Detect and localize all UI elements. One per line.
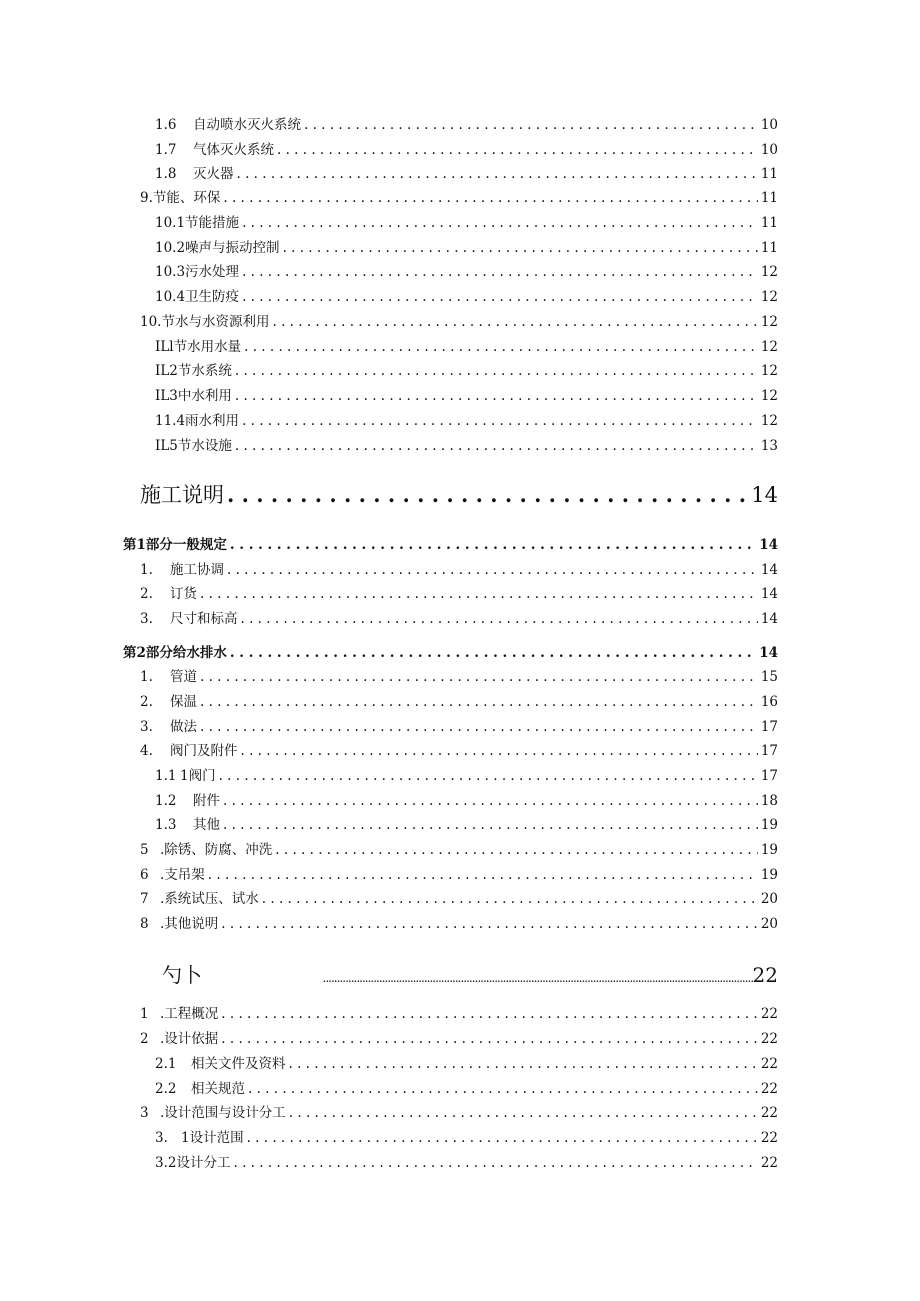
toc-entry-title: IL5节水设施 xyxy=(155,438,232,454)
toc-entry[interactable] xyxy=(155,791,778,811)
toc-entry-title: .设计范围与设计分工 xyxy=(160,1105,286,1121)
toc-entry-title: 施工协调 xyxy=(170,562,224,578)
toc-entry-number: 4. xyxy=(140,743,153,759)
toc-entry-page: 12 xyxy=(760,339,778,355)
toc-entry[interactable] xyxy=(155,361,778,381)
toc-entry-number: 3 xyxy=(140,1105,149,1121)
toc-entry-page: 17 xyxy=(760,768,778,784)
toc-entry-page: 17 xyxy=(760,719,778,735)
toc-entry-number: 3. xyxy=(140,719,153,735)
toc-entry-number: 1.6 xyxy=(155,117,177,133)
toc-leader-dots xyxy=(283,238,758,258)
toc-leader-dots xyxy=(227,560,758,580)
toc-leader-dots xyxy=(200,584,758,604)
toc-leader-dots xyxy=(200,692,758,712)
toc-entry-title: IL3中水利用 xyxy=(155,388,232,404)
toc-entry[interactable] xyxy=(140,1004,778,1024)
toc-entry[interactable] xyxy=(140,889,778,909)
toc-entry-number: 2. xyxy=(140,694,153,710)
toc-entry[interactable] xyxy=(140,667,778,687)
toc-entry-number: 5 xyxy=(140,842,149,858)
toc-entry[interactable] xyxy=(140,188,778,208)
toc-entry[interactable] xyxy=(140,865,778,885)
toc-entry[interactable] xyxy=(155,164,778,184)
toc-entry[interactable] xyxy=(140,1103,778,1123)
toc-leader-dots xyxy=(230,643,756,663)
toc-leader-dots xyxy=(323,964,753,992)
toc-part-page: 14 xyxy=(759,537,778,553)
toc-part-page: 14 xyxy=(759,645,778,661)
toc-entry-page: 10 xyxy=(760,117,778,133)
toc-entry-title: 阀门及附件 xyxy=(170,743,238,759)
toc-leader-dots xyxy=(244,337,758,357)
toc-entry[interactable] xyxy=(140,741,778,761)
toc-entry-title: 10.3污水处理 xyxy=(155,264,240,280)
toc-entry-number: 1.7 xyxy=(155,142,177,158)
toc-leader-dots xyxy=(223,815,758,835)
toc-leader-dots xyxy=(248,1079,758,1099)
toc-heading-page: 22 xyxy=(752,963,778,987)
toc-entry-page: 12 xyxy=(760,289,778,305)
toc-entry-page: 20 xyxy=(760,916,778,932)
toc-entry-title: 订货 xyxy=(170,586,197,602)
toc-entry-number: 1.3 xyxy=(155,817,177,833)
toc-entry[interactable] xyxy=(140,717,778,737)
toc-entry-page: 13 xyxy=(760,438,778,454)
toc-entry-number: 1.8 xyxy=(155,166,177,182)
toc-leader-dots xyxy=(237,164,758,184)
toc-entry-title: 附件 xyxy=(193,793,220,809)
toc-leader-dots xyxy=(277,140,758,160)
toc-entry-page: 22 xyxy=(760,1031,778,1047)
toc-entry[interactable] xyxy=(155,1054,778,1074)
toc-leader-dots xyxy=(272,312,757,332)
toc-leader-dots xyxy=(221,914,758,934)
toc-entry[interactable] xyxy=(155,1153,778,1173)
toc-part-heading[interactable] xyxy=(123,535,778,555)
toc-entry-title: 管道 xyxy=(170,669,197,685)
toc-entry[interactable] xyxy=(140,312,778,332)
toc-entry-title: 10.4卫生防疫 xyxy=(155,289,240,305)
toc-entry-title: .工程概况 xyxy=(160,1006,219,1022)
toc-entry-title: 相关规范 xyxy=(191,1081,245,1097)
toc-entry-page: 22 xyxy=(760,1006,778,1022)
toc-entry-number: 2.2 xyxy=(155,1081,177,1097)
toc-leader-dots xyxy=(233,1153,757,1173)
toc-entry-title: 9.节能、环保 xyxy=(140,190,221,206)
toc-part-title: 第1部分一般规定 xyxy=(123,537,227,553)
toc-entry-page: 14 xyxy=(760,586,778,602)
toc-entry[interactable] xyxy=(155,1079,778,1099)
toc-entry-number: 1.2 xyxy=(155,793,177,809)
toc-leader-dots xyxy=(304,115,758,135)
toc-entry-page: 10 xyxy=(760,142,778,158)
toc-entry-page: 12 xyxy=(760,264,778,280)
toc-leader-dots xyxy=(235,361,758,381)
toc-entry-page: 16 xyxy=(760,694,778,710)
toc-entry[interactable] xyxy=(140,1029,778,1049)
toc-entry-title: 1阀门 xyxy=(180,768,216,784)
toc-entry-title: 3.2设计分工 xyxy=(155,1155,231,1171)
toc-heading-title: 施工说明 xyxy=(140,483,224,507)
toc-leader-dots xyxy=(208,865,758,885)
toc-entry-page: 11 xyxy=(760,190,778,206)
toc-leader-dots xyxy=(230,535,756,555)
toc-entry-number: 2.1 xyxy=(155,1056,177,1072)
toc-entry-title: 灭火器 xyxy=(193,166,234,182)
toc-leader-dots xyxy=(275,840,758,860)
toc-entry[interactable] xyxy=(155,140,778,160)
toc-entry-title: 做法 xyxy=(170,719,197,735)
toc-leader-dots xyxy=(241,609,758,629)
toc-leader-dots xyxy=(223,791,758,811)
toc-entry[interactable] xyxy=(155,262,778,282)
toc-entry-page: 19 xyxy=(760,817,778,833)
toc-entry-page: 15 xyxy=(760,669,778,685)
toc-entry[interactable] xyxy=(155,815,778,835)
toc-entry-title: IL2节水系统 xyxy=(155,363,232,379)
toc-entry-page: 14 xyxy=(760,562,778,578)
toc-entry-title: 10.节水与水资源利用 xyxy=(140,314,270,330)
toc-entry-title: 1设计范围 xyxy=(181,1130,244,1146)
toc-entry-page: 17 xyxy=(760,743,778,759)
toc-entry-number: 6 xyxy=(140,867,149,883)
toc-entry-title: 10.2噪声与振动控制 xyxy=(155,240,280,256)
toc-entry-title: .支吊架 xyxy=(160,867,205,883)
toc-entry-page: 14 xyxy=(760,611,778,627)
toc-heading-three[interactable] xyxy=(162,961,778,992)
toc-entry-page: 12 xyxy=(760,388,778,404)
toc-leader-dots xyxy=(247,1128,758,1148)
toc-entry-number: 7 xyxy=(140,891,149,907)
toc-entry-number: 1.1 xyxy=(155,768,177,784)
toc-entry-page: 19 xyxy=(760,842,778,858)
toc-entry-number: 1 xyxy=(140,1006,149,1022)
toc-heading-construction[interactable] xyxy=(140,481,778,509)
toc-entry-title: 气体灭火系统 xyxy=(193,142,274,158)
toc-entry-page: 11 xyxy=(760,240,778,256)
toc-entry[interactable] xyxy=(140,584,778,604)
toc-entry-title: 相关文件及资料 xyxy=(191,1056,286,1072)
toc-entry-title: 10.1节能措施 xyxy=(155,215,240,231)
toc-entry-title: 自动喷水灭火系统 xyxy=(193,117,301,133)
toc-entry-page: 12 xyxy=(760,314,778,330)
toc-entry-page: 11 xyxy=(760,166,778,182)
toc-entry[interactable] xyxy=(155,213,778,233)
toc-leader-dots xyxy=(289,1054,758,1074)
toc-leader-dots xyxy=(235,436,758,456)
toc-entry-title: .系统试压、试水 xyxy=(160,891,259,907)
toc-entry-number: 3. xyxy=(155,1130,168,1146)
toc-entry-page: 18 xyxy=(760,793,778,809)
toc-entry-page: 22 xyxy=(760,1056,778,1072)
toc-entry[interactable] xyxy=(155,287,778,307)
toc-entry[interactable] xyxy=(155,411,778,431)
toc-entry[interactable] xyxy=(140,609,778,629)
toc-entry[interactable] xyxy=(155,766,778,786)
toc-entry-number: 1. xyxy=(140,669,153,685)
toc-leader-dots xyxy=(221,1004,758,1024)
toc-entry-title: 保温 xyxy=(170,694,197,710)
toc-leader-dots xyxy=(235,386,758,406)
toc-entry[interactable] xyxy=(155,115,778,135)
toc-entry-title: .设计依据 xyxy=(160,1031,219,1047)
toc-leader-dots xyxy=(262,889,758,909)
toc-leader-dots xyxy=(200,667,758,687)
toc-entry[interactable] xyxy=(140,560,778,580)
toc-entry-number: 2 xyxy=(140,1031,149,1047)
toc-leader-dots xyxy=(200,717,758,737)
toc-leader-dots xyxy=(221,1029,758,1049)
toc-part-title: 第2部分给水排水 xyxy=(123,645,227,661)
toc-entry-page: 22 xyxy=(760,1155,778,1171)
toc-leader-dots xyxy=(242,411,758,431)
toc-entry-page: 22 xyxy=(760,1130,778,1146)
toc-entry-number: 2. xyxy=(140,586,153,602)
toc-entry[interactable] xyxy=(155,238,778,258)
toc-heading-page: 14 xyxy=(751,483,778,507)
toc-heading-title: 勺卜 xyxy=(162,963,202,987)
toc-entry-number: 3. xyxy=(140,611,153,627)
toc-leader-dots xyxy=(242,287,758,307)
toc-entry-title: .除锈、防腐、冲洗 xyxy=(160,842,273,858)
toc-entry[interactable] xyxy=(155,436,778,456)
toc-entry-title: 11.4雨水利用 xyxy=(155,413,240,429)
toc-part-heading[interactable] xyxy=(123,643,778,663)
toc-leader-dots xyxy=(242,213,758,233)
toc-leader-dots xyxy=(241,741,758,761)
toc-leader-dots xyxy=(223,188,757,208)
toc-entry-page: 12 xyxy=(760,413,778,429)
toc-leader-dots xyxy=(227,481,748,509)
toc-leader-dots xyxy=(219,766,758,786)
toc-entry-page: 20 xyxy=(760,891,778,907)
toc-entry[interactable] xyxy=(155,1128,778,1148)
toc-entry-number: 8 xyxy=(140,916,149,932)
toc-entry-page: 12 xyxy=(760,363,778,379)
toc-leader-dots xyxy=(289,1103,758,1123)
toc-entry-page: 22 xyxy=(760,1105,778,1121)
toc-entry[interactable] xyxy=(155,337,778,357)
toc-entry-page: 19 xyxy=(760,867,778,883)
toc-entry-title: .其他说明 xyxy=(160,916,219,932)
toc-entry[interactable] xyxy=(155,386,778,406)
toc-entry[interactable] xyxy=(140,914,778,934)
toc-entry-title: ILl节水用水量 xyxy=(155,339,242,355)
toc-entry-page: 11 xyxy=(760,215,778,231)
toc-entry-number: 1. xyxy=(140,562,153,578)
toc-entry-page: 22 xyxy=(760,1081,778,1097)
toc-entry-title: 其他 xyxy=(193,817,220,833)
toc-entry[interactable] xyxy=(140,692,778,712)
toc-leader-dots xyxy=(242,262,758,282)
toc-entry-title: 尺寸和标高 xyxy=(170,611,238,627)
toc-entry[interactable] xyxy=(140,840,778,860)
